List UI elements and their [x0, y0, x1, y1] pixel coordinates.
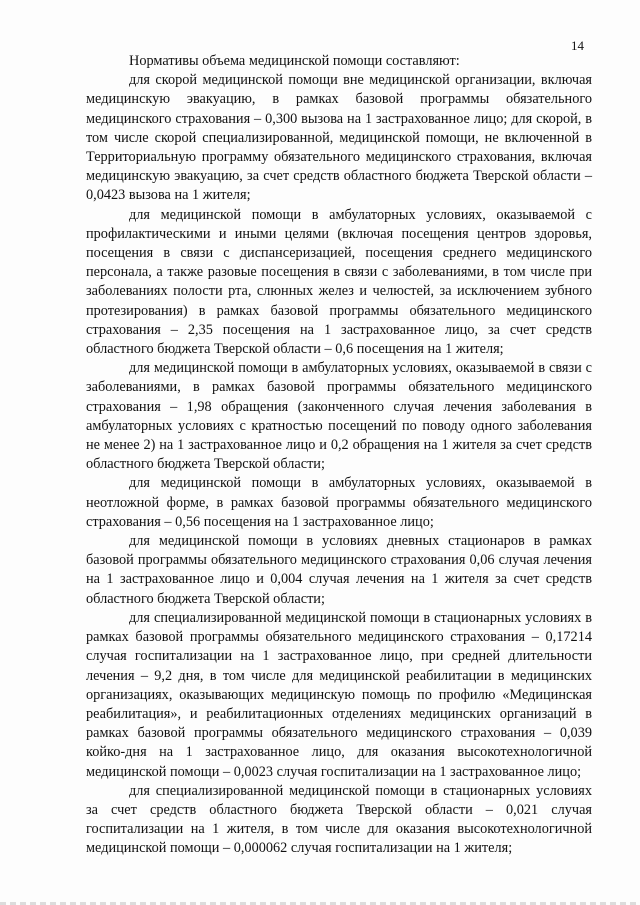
section-heading: Нормативы объема медицинской помощи составляют: [129, 53, 460, 69]
paragraph-outpatient-preventive: для медицинской помощи в амбулаторных условиях, оказываемой с профилактическими и иными целями (включая посещения центров здоровья, посещения в связи с диспансеризацией, посещения среднего медицинского персонала, а также разовые посещения в связи с заболеваниями, в том числе при заболеваниях полости рта, слюнных желез и челюстей, за исключением зубного протезирования) в рамках базовой программы обязательного медицинского страхования – 2,35 посещения на 1 застрахованное лицо, за счет средств областного бюджета Тверской области – 0,6 посещения на 1 жителя; [86, 206, 592, 358]
paragraph-emergency-care: для скорой медицинской помощи вне медицинской организации, включая медицинскую эвакуацию, в рамках базовой программы обязательного медицинского страхования – 0,300 вызова на 1 застрахованное лицо; для скорой, в том числе скорой специализированной, медицинской помощи, не включенной в Территориальную программу обязательного медицинского страхования, включая медицинскую эвакуацию, за счет средств областного бюджета Тверской области – 0,0423 вызова на 1 жителя; [86, 72, 592, 204]
paragraph-day-hospital: для медицинской помощи в условиях дневных стационаров в рамках базовой программы обязательного медицинского страхования 0,06 случая лечения на 1 застрахованное лицо и 0,004 случая лечения на 1 жителя за счет средств областного бюджета Тверской области; [86, 533, 592, 607]
document-body [86, 52, 592, 859]
paragraph-inpatient-regional: для специализированной медицинской помощи в стационарных условиях за счет средств областного бюджета Тверской области – 0,021 случая госпитализации на 1 жителя, в том числе для оказания высокотехнологичной медицинской помощи – 0,000062 случая госпитализации на 1 жителя; [86, 782, 592, 857]
paragraph-outpatient-urgent: для медицинской помощи в амбулаторных условиях, оказываемой в неотложной форме, в рамках базовой программы обязательного медицинского страхования – 0,56 посещения на 1 застрахованное лицо; [86, 475, 592, 530]
page-number: 14 [571, 38, 584, 53]
paragraph-inpatient-oms: для специализированной медицинской помощи в стационарных условиях в рамках базовой программы обязательного медицинского страхования – 0,17214 случая госпитализации на 1 застрахованное лицо, при средней длительности лечения – 9,2 дня, в том числе для медицинской реабилитации в медицинских организациях, оказывающих медицинскую помощь по профилю «Медицинская реабилитация», и реабилитационных отделениях медицинских организаций в рамках базовой программы обязательного медицинского страхования – 0,039 койко-дня на 1 застрахованное лицо, для оказания высокотехнологичной медицинской помощи – 0,0023 случая госпитализации на 1 застрахованное лицо; [86, 609, 592, 780]
paragraph-outpatient-disease: для медицинской помощи в амбулаторных условиях, оказываемой в связи с заболеваниями, в рамках базовой программы обязательного медицинского страхования – 1,98 обращения (законченного случая лечения заболевания в амбулаторных условиях с кратностью посещений по поводу одного заболевания не менее 2) на 1 застрахованное лицо и 0,2 обращения на 1 жителя за счет средств областного бюджета Тверской области; [86, 360, 592, 473]
